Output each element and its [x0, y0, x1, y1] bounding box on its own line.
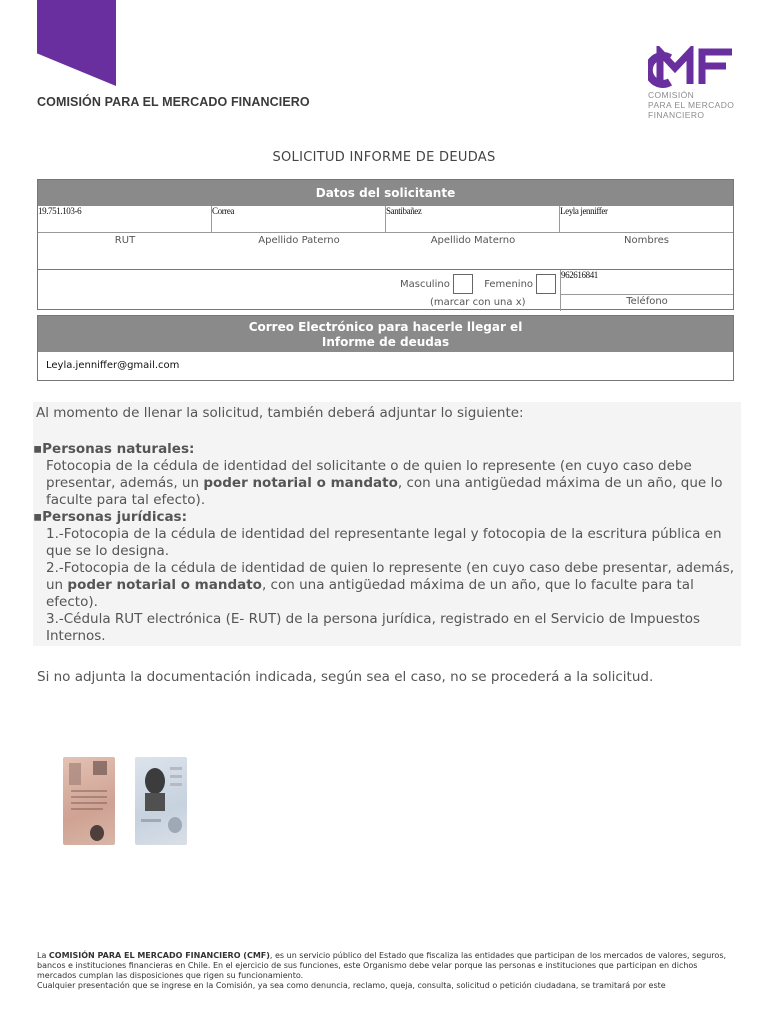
id-card-back-image — [63, 757, 115, 845]
juridicas-item-3: 3.-Cédula RUT electrónica (E- RUT) de la persona jurídica, registrado en el Servicio de Impuestos Internos. — [46, 611, 701, 644]
closing-note: Si no adjunta la documentación indicada, según sea el caso, no se procederá a la solicitud. — [37, 669, 654, 685]
naturales-text: Fotocopia de la cédula de identidad del solicitante o de quien lo represente (en cuyo caso debe presentar, además, un poder notarial o mandato, con una antigüedad máxima de un año, que lo faculte para tal efecto). — [46, 458, 723, 508]
org-name: COMISIÓN PARA EL MERCADO FINANCIERO — [37, 95, 310, 109]
juridicas-item-2: 2.-Fotocopia de la cédula de identidad de quien lo represente (en cuyo caso debe presentar, además, un poder notarial o mandato, con una antigüedad máxima de un año, que lo faculte para tal efecto). — [46, 560, 735, 610]
footer-text: La COMISIÓN PARA EL MERCADO FINANCIERO (CMF), es un servicio público del Estado que fiscaliza las entidades que participan de los mercados de valores, seguros, bancos e instituciones financieras en Chile. En el ejercicio de sus funciones, este Organismo debe velar porque las personas e instituciones que participan en dichos mercados cumplan las disposiciones que rigen su funcionamiento. Cualquier presentación que se ingrese en la Comisión, ya sea como denuncia, reclamo, queja, consulta, solicitud o petición ciudadana, se tramitará por este — [37, 951, 727, 990]
nombres-label: Nombres — [624, 235, 669, 246]
email-value[interactable]: Leyla.jenniffer@gmail.com — [46, 360, 180, 371]
applicant-section — [37, 179, 734, 310]
logo-subtitle: COMISIÓN PARA EL MERCADO FINANCIERO — [648, 90, 735, 120]
juridicas-item-1: 1.-Fotocopia de la cédula de identidad del representante legal y fotocopia de la escritura pública en que se lo designa. — [46, 526, 722, 559]
instructions-block — [33, 402, 741, 646]
instructions-intro: Al momento de llenar la solicitud, también deberá adjuntar lo siguiente: — [36, 405, 524, 421]
cmf-logo — [648, 46, 740, 120]
document-title: SOLICITUD INFORME DE DEUDAS — [272, 150, 496, 165]
telefono-label: Teléfono — [626, 296, 668, 307]
masculino-label: Masculino — [400, 279, 450, 290]
applicant-section-header: Datos del solicitante — [38, 180, 733, 206]
femenino-label: Femenino — [484, 279, 534, 290]
apellido-paterno-value[interactable]: Correa — [212, 206, 386, 232]
footer-line-2: Cualquier presentación que se ingrese en la Comisión, ya sea como denuncia, reclamo, queja, consulta, solicitud o petición ciudadana, se tramitará por este — [37, 981, 666, 990]
apellido-materno-label: Apellido Materno — [430, 235, 516, 246]
rut-value[interactable]: 19.751.103-6 — [38, 206, 212, 232]
id-card-front-image — [135, 757, 187, 845]
brand-corner-shape — [37, 0, 116, 86]
telefono-field — [560, 270, 733, 311]
femenino-checkbox[interactable] — [536, 274, 556, 294]
juridicas-heading: ▪Personas jurídicas: — [33, 509, 187, 525]
marcar-hint: (marcar con una x) — [430, 297, 526, 308]
apellido-materno-value[interactable]: Santibañez — [386, 206, 560, 232]
apellido-paterno-label: Apellido Paterno — [258, 235, 340, 246]
masculino-checkbox[interactable] — [453, 274, 473, 294]
telefono-value[interactable]: 962616841 — [561, 270, 733, 295]
footer-org-name: COMISIÓN PARA EL MERCADO FINANCIERO (CMF) — [48, 951, 270, 960]
cmf-logo-mark — [648, 46, 734, 88]
email-section — [37, 315, 734, 381]
gender-field — [38, 270, 560, 311]
rut-label: RUT — [114, 235, 136, 246]
email-section-header: Correo Electrónico para hacerle llegar el Informe de deudas — [38, 316, 733, 352]
nombres-value[interactable]: Leyla jenniffer — [560, 206, 608, 216]
naturales-heading: ▪Personas naturales: — [33, 441, 195, 457]
